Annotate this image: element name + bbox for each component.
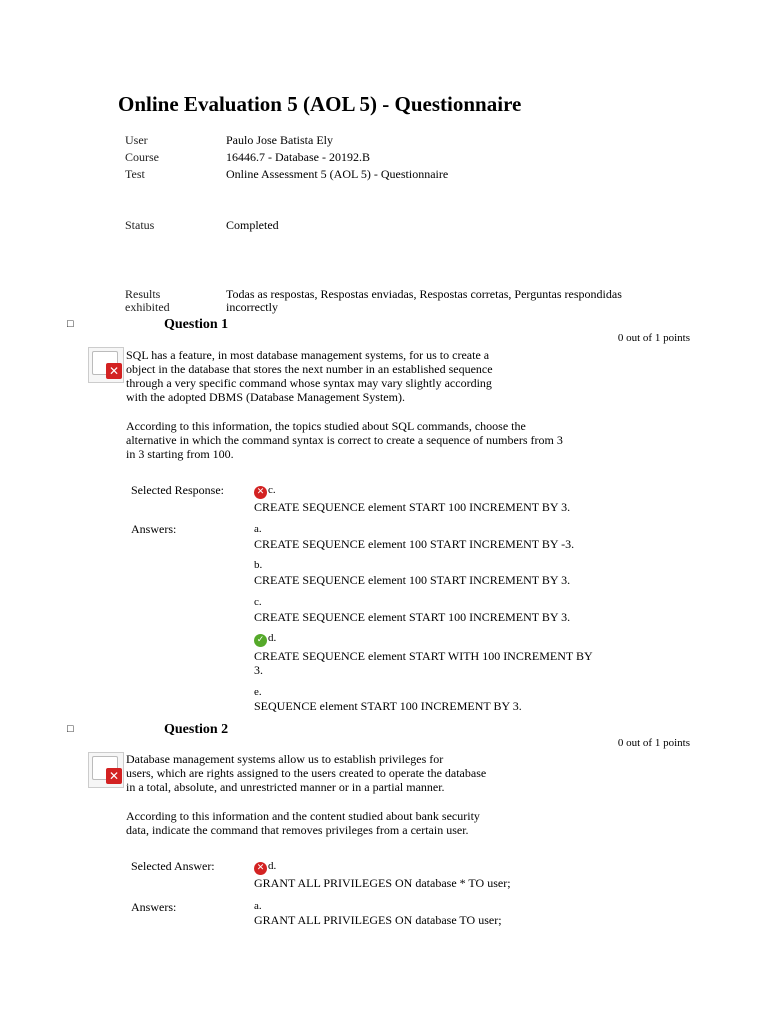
question-1-answer-d-marker	[254, 632, 276, 647]
question-1-answers-label: Answers:	[131, 522, 177, 536]
question-1-points: 0 out of 1 points	[617, 332, 690, 344]
question-1-answer-a-letter: a.	[254, 523, 262, 535]
status-value: Completed	[226, 218, 279, 232]
question-2-status-icon	[88, 752, 124, 788]
question-2-answer-a-text: GRANT ALL PRIVILEGES ON database TO user;	[254, 913, 502, 927]
course-value: 16446.7 - Database - 20192.B	[226, 150, 370, 164]
results-value-line1: Todas as respostas, Respostas enviadas, Respostas corretas, Perguntas respondidas	[226, 287, 622, 301]
incorrect-mark-icon: ✕	[254, 862, 267, 875]
question-2-selected-text: GRANT ALL PRIVILEGES ON database * TO user;	[254, 876, 511, 890]
user-value: Paulo Jose Batista Ely	[226, 133, 333, 147]
question-2-points: 0 out of 1 points	[617, 737, 690, 749]
question-1-instruction: According to this information, the topics studied about SQL commands, choose the alternative in which the command syntax is correct to create a sequence of numbers from 3 in 3 starting from 100.	[126, 419, 563, 461]
question-2-heading: Question 2	[164, 722, 229, 737]
question-2-selected-marker	[254, 860, 276, 875]
question-1-selected-marker	[254, 484, 276, 499]
question-1-prompt: SQL has a feature, in most database management systems, for us to create a object in the database that stores the next number in an established sequence through a very specific command whose syntax may vary slightly according with the adopted DBMS (Database Management System).	[126, 348, 493, 404]
incorrect-mark-icon: ✕	[254, 486, 267, 499]
question-2-selected-label: Selected Answer:	[131, 859, 215, 873]
correct-mark-icon: ✓	[254, 634, 267, 647]
question-1-checkbox[interactable]: □	[67, 318, 74, 330]
question-1-answer-c-letter: c.	[254, 596, 262, 608]
test-value: Online Assessment 5 (AOL 5) - Questionnaire	[226, 167, 449, 181]
question-2-answers-label: Answers:	[131, 900, 177, 914]
user-label: User	[125, 133, 148, 147]
question-1-answer-b-text: CREATE SEQUENCE element 100 START INCREMENT BY 3.	[254, 573, 571, 587]
test-label: Test	[125, 167, 145, 181]
question-1-selected-letter: c.	[268, 484, 276, 496]
question-1-answer-e-text: SEQUENCE element START 100 INCREMENT BY 3.	[254, 699, 522, 713]
incorrect-icon: ✕	[106, 768, 122, 784]
question-1-selected-label: Selected Response:	[131, 483, 224, 497]
question-2-checkbox[interactable]: □	[67, 723, 74, 735]
results-label-line2: exhibited	[125, 300, 170, 314]
question-1-heading: Question 1	[164, 317, 229, 332]
question-2-instruction: According to this information and the content studied about bank security data, indicate the command that removes privileges from a certain user.	[126, 809, 480, 837]
incorrect-icon: ✕	[106, 363, 122, 379]
course-label: Course	[125, 150, 159, 164]
question-1-answer-c-text: CREATE SEQUENCE element START 100 INCREMENT BY 3.	[254, 610, 571, 624]
question-1-answer-b-letter: b.	[254, 559, 263, 571]
question-1-answer-d-text: CREATE SEQUENCE element START WITH 100 INCREMENT BY 3.	[254, 649, 593, 677]
results-label-line1: Results	[125, 287, 161, 301]
results-value-line2: incorrectly	[226, 300, 278, 314]
question-1-status-icon	[88, 347, 124, 383]
question-1-selected-text: CREATE SEQUENCE element START 100 INCREMENT BY 3.	[254, 500, 571, 514]
status-label: Status	[125, 218, 155, 232]
question-1-answer-d-letter: d.	[268, 632, 277, 644]
question-2-selected-letter: d.	[268, 860, 277, 872]
question-2-prompt: Database management systems allow us to establish privileges for users, which are rights assigned to the users created to operate the database in a total, absolute, and unrestricted manner or in a partial manner.	[126, 752, 487, 794]
page-title: Online Evaluation 5 (AOL 5) - Questionnaire	[118, 92, 522, 116]
question-1-answer-e-letter: e.	[254, 686, 262, 698]
question-2-answer-a-letter: a.	[254, 900, 262, 912]
question-1-answer-a-text: CREATE SEQUENCE element 100 START INCREMENT BY -3.	[254, 537, 575, 551]
